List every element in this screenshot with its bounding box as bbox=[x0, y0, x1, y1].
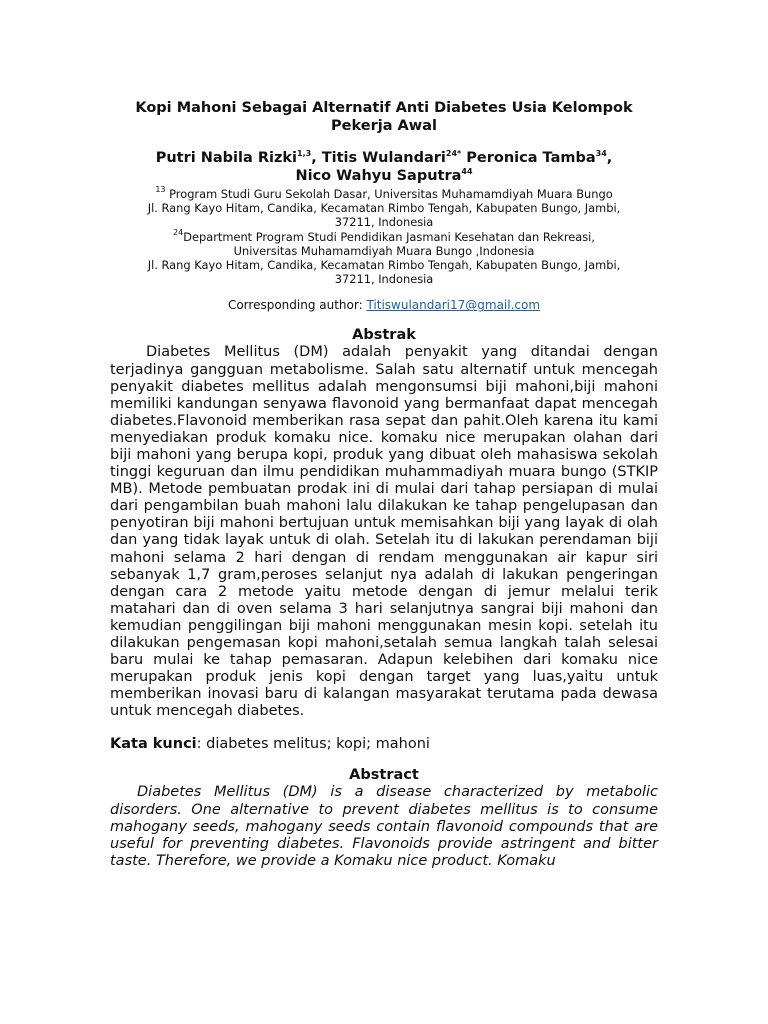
keywords bbox=[110, 736, 658, 753]
paper-title: Kopi Mahoni Sebagai Alternatif Anti Diabetes Usia Kelompok Pekerja Awal bbox=[135, 100, 633, 134]
keywords-label: Kata kunci bbox=[110, 736, 197, 753]
corresponding-author: Corresponding author: Titiswulandari17@gmail.com bbox=[227, 298, 541, 313]
keywords-text: : diabetes melitus; kopi; mahoni bbox=[196, 736, 430, 753]
author-name: Titis Wulandari bbox=[321, 150, 446, 166]
author-list: Putri Nabila Rizki$^{1,3}$, Titis Wulandari$^{24*}$ Peronica Tamba$^{34}$, Nico Wahyu Saputra$^{44}$ bbox=[155, 149, 613, 184]
abstract-body: Diabetes Mellitus (DM) is a disease characterized by metabolic disorders. One alternative to prevent diabetes mellitus is to consume mahogany seeds, mahogany seeds contain flavonoid compounds that are useful for preventing diabetes. Flavonoids provide astringent and bitter taste. Therefore, we provide a Komaku nice product. Komaku bbox=[110, 784, 658, 869]
affiliation-2: $^{24}$Department Program Studi Pendidikan Jasmani Kesehatan dan Rekreasi, Universitas Muhamamdiyah Muara Bungo ,Indonesia Jl. Rang Kayo Hitam, Candika, Kecamatan Rimbo Tengah, Kabupaten Bungo, Jambi, 37211, Indonesia bbox=[147, 227, 621, 287]
abstrak-body: Diabetes Mellitus (DM) adalah penyakit yang ditandai dengan terjadinya gangguan metabolisme. Salah satu alternatif untuk mencegah penyakit diabetes mellitus adalah mengonsumsi biji mahoni,biji mahoni memiliki kandungan senyawa flavonoid yang bermanfaat dapat mencegah diabetes.Flavonoid memberikan rasa sepat dan pahit.Oleh karena itu kami menyediakan produk komaku nice. komaku nice merupakan olahan dari biji mahoni yang berupa kopi, produk yang dibuat oleh mahasiswa sekolah tinggi keguruan dan ilmu pendidikan muhammadiyah muara bungo (STKIP MB). Metode pembuatan prodak ini di mulai dari tahap persiapan di mulai dari pengambilan buah mahoni lalu dilakukan ke tahap pengelupasan dan penyotiran biji mahoni bertujuan untuk memisahkan biji yang layak di olah dan yang tidak layak untuk di olah. Setelah itu di lakukan perendaman biji mahoni selama 2 hari dengan di rendam menggunakan air kapur siri sebanyak 1,7 gram,peroses selanjut nya adalah di lakukan pengeringan dengan cara 2 metode yaitu metode dengan di jemur melalui terik matahari dan di oven selama 3 hari selanjutnya sangrai biji mahoni dan kemudian penggilingan biji mahoni menggunakan mesin kopi. setelah itu dilakukan pengemasan kopi mahoni,setalah semua langkah talah selesai baru mulai ke tahap pemasaran. Adapun kelebihen dari komaku nice merupakan produk jenis kopi dengan target yang luas,yaitu untuk memberikan inovasi baru di kalangan masyarakat terutama pada dewasa untuk mencegah diabetes. bbox=[110, 344, 658, 720]
author-name: Nico Wahyu Saputra bbox=[295, 168, 462, 184]
author-name: Putri Nabila Rizki bbox=[155, 150, 298, 166]
author-sup: 1,3 bbox=[297, 149, 312, 158]
abstrak-heading: Abstrak bbox=[352, 327, 416, 344]
author-sup: 44 bbox=[461, 167, 473, 176]
author-sup: 24* bbox=[445, 149, 462, 158]
abstract-heading: Abstract bbox=[349, 767, 419, 784]
affiliation-1: $^{13}$ Program Studi Guru Sekolah Dasar, Universitas Muhamamdiyah Muara Bungo Jl. Rang Kayo Hitam, Candika, Kecamatan Rimbo Tengah, Kabupaten Bungo, Jambi, 37211, Indonesia bbox=[147, 185, 621, 230]
author-sup: 34 bbox=[595, 149, 607, 158]
email-link[interactable]: Titiswulandari17@gmail.com bbox=[366, 298, 541, 313]
author-name: Peronica Tamba bbox=[466, 150, 596, 166]
